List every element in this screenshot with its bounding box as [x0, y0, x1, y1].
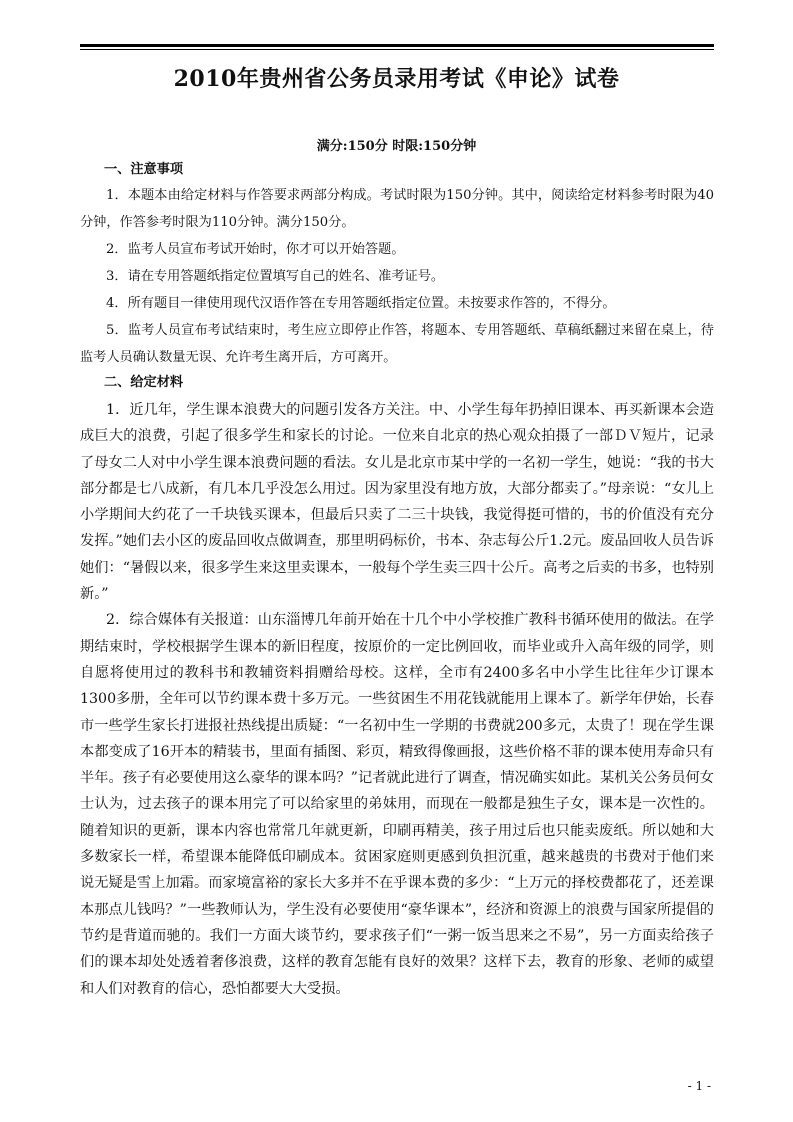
- header-rule-thick: [80, 44, 714, 47]
- document-body: [80, 160, 714, 1002]
- material-paragraph: 2．综合媒体有关报道：山东淄博几年前开始在十几个中小学校推广教科书循环使用的做法。在学期结束时，学校根据学生课本的新旧程度，按原价的一定比例回收，而毕业或升入高年级的同学，则自愿将使用过的教科书和教辅资料捐赠给母校。这样，全市有2400多名中小学生比往年少订课本1300多册，全年可以节约课本费十多万元。一些贫困生不用花钱就能用上课本了。新学年伊始，长春市一些学生家长打进报社热线提出质疑：“一名初中生一学期的书费就200多元，太贵了！现在学生课本都变成了16开本的精装书，里面有插图、彩页，精致得像画报，这些价格不菲的课本使用寿命只有半年。孩子有必要使用这么豪华的课本吗？”记者就此进行了调查，情况确实如此。某机关公务员何女士认为，过去孩子的课本用完了可以给家里的弟妹用，而现在一般都是独生子女，课本是一次性的。随着知识的更新，课本内容也常常几年就更新，印刷再精美，孩子用过后也只能卖废纸。所以她和大多数家长一样，希望课本能降低印刷成本。贫困家庭则更感到负担沉重，越来越贵的书费对于他们来说无疑是雪上加霜。而家境富裕的家长大多并不在乎课本费的多少：“上万元的择校费都花了，还差课本那点儿钱吗？”一些教师认为，学生没有必要使用“豪华课本”，经济和资源上的浪费与国家所提倡的节约是背道而驰的。我们一方面大谈节约，要求孩子们“一粥一饭当思来之不易”，另一方面卖给孩子们的课本却处处透着奢侈浪费，这样的教育怎能有良好的效果？这样下去，教育的形象、老师的威望和人们对教育的信心，恐怕都要大大受损。: [80, 612, 714, 997]
- notice-item: 5．监考人员宣布考试结束时，考生应立即停止作答，将题本、专用答题纸、草稿纸翻过来留在桌上，待监考人员确认数量无误、允许考生离开后，方可离开。: [80, 323, 714, 365]
- notice-item: 4．所有题目一律使用现代汉语作答在专用答题纸指定位置。未按要求作答的，不得分。: [106, 296, 616, 311]
- page-number: - 1 -: [687, 1079, 711, 1093]
- section-heading-material: 二、给定材料: [104, 375, 184, 390]
- score-time-line: 满分:150分 时限:150分钟: [316, 139, 477, 154]
- notice-item: 2．监考人员宣布考试开始时，你才可以开始答题。: [106, 242, 405, 257]
- notice-item: 1．本题本由给定材料与作答要求两部分构成。考试时限为150分钟。其中，阅读给定材料参考时限为40分钟，作答参考时限为110分钟。满分150分。: [80, 188, 714, 230]
- notice-list: [80, 182, 714, 371]
- notice-item: 3．请在专用答题纸指定位置填写自己的姓名、准考证号。: [106, 269, 445, 284]
- material-paragraph: 1．近几年，学生课本浪费大的问题引发各方关注。中、小学生每年扔掉旧课本、再买新课本会造成巨大的浪费，引起了很多学生和家长的讨论。一位来自北京的热心观众拍摄了一部ＤＶ短片，记录了母女二人对中小学生课本浪费问题的看法。女儿是北京市某中学的一名初一学生，她说：“我的书大部分都是七八成新，有几本几乎没怎么用过。因为家里没有地方放，大部分都卖了。”母亲说：“女儿上小学期间大约花了一千块钱买课本，但最后只卖了二三十块钱，我觉得挺可惜的，书的价值没有充分发挥。”她们去小区的废品回收点做调查，那里明码标价，书本、杂志每公斤1.2元。废品回收人员告诉她们：“暑假以来，很多学生来这里卖课本，一般每个学生卖三四十公斤。高考之后卖的书多，也特别新。”: [80, 402, 714, 603]
- material-text: [80, 397, 714, 1002]
- document-title: 2010年贵州省公务员录用考试《申论》试卷: [173, 66, 620, 92]
- header-rule-thin: [80, 49, 714, 50]
- section-heading-notice: 一、注意事项: [104, 162, 184, 177]
